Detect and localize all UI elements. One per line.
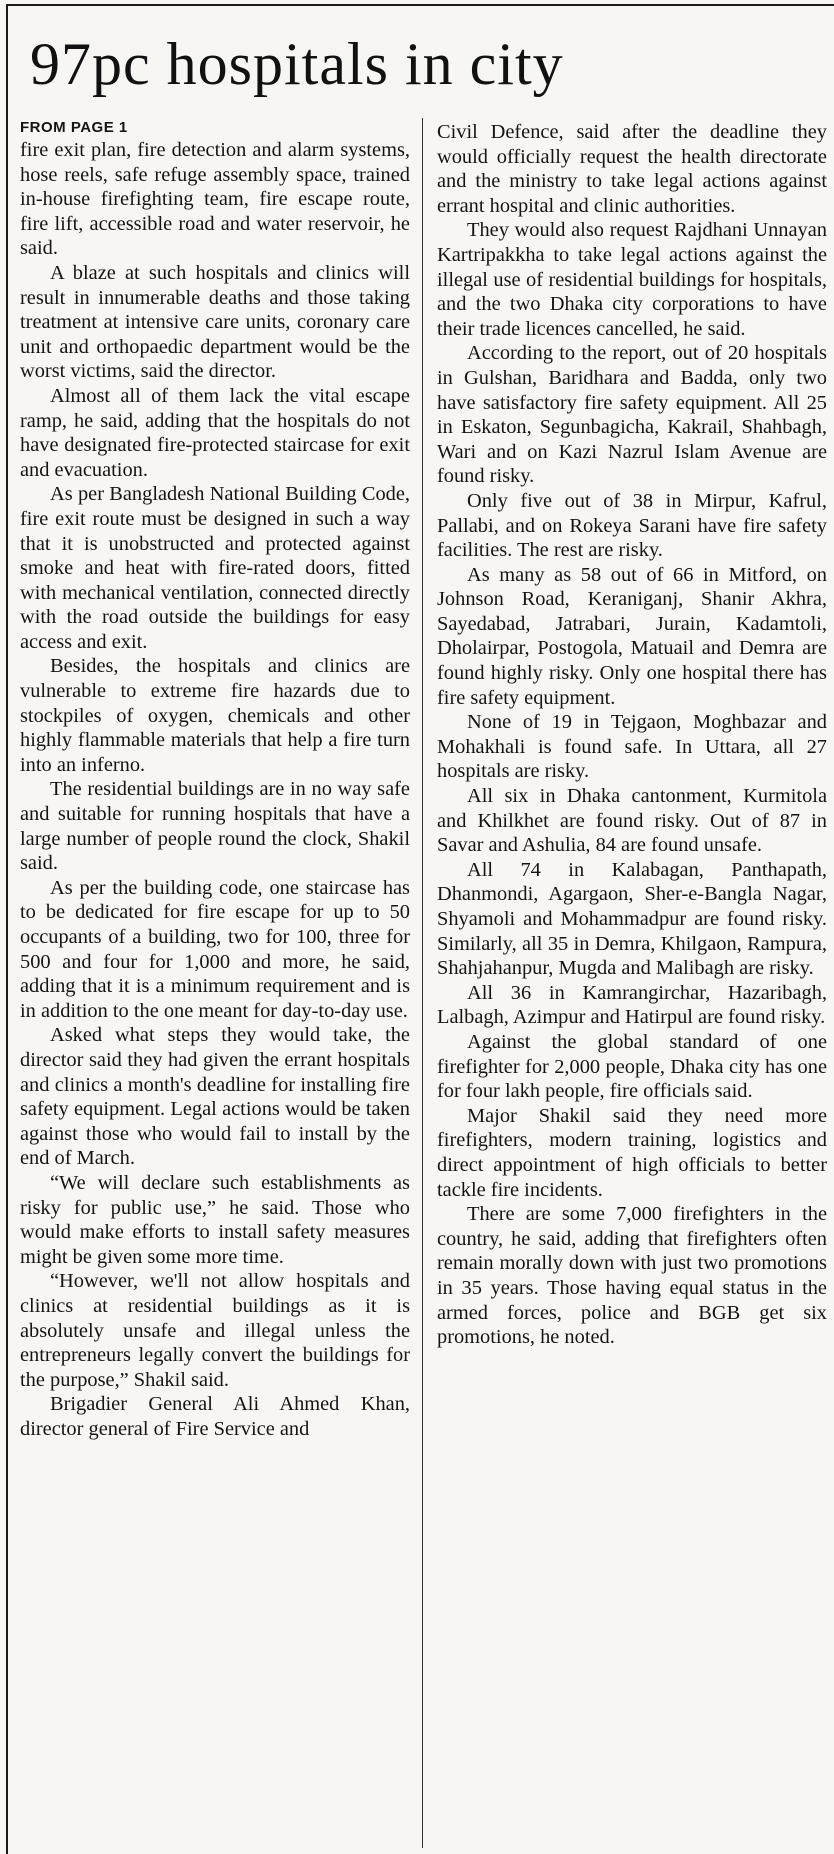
left-rule: [6, 4, 8, 1854]
paragraph: A blaze at such hospitals and clinics will result in innumerable deaths and those taking treatment at intensive care units, coronary care unit and orthopaedic department would be the worst victims, said the director.: [20, 261, 410, 383]
paragraph: None of 19 in Tejgaon, Moghbazar and Mohakhali is found safe. In Uttara, all 27 hospitals are risky.: [437, 711, 827, 783]
paragraph: Almost all of them lack the vital escape ramp, he said, adding that the hospitals do not have designated fire-protected staircase for exit and evacuation.: [20, 384, 410, 481]
article-column-right: [437, 120, 827, 1350]
paragraph: Brigadier General Ali Ahmed Khan, director general of Fire Service and: [20, 1393, 410, 1440]
paragraph: Civil Defence, said after the deadline they would officially request the health directorate and the ministry to take legal actions against errant hospital and clinic authorities.: [437, 121, 827, 217]
paragraph: All six in Dhaka cantonment, Kurmitola and Khilkhet are found risky. Out of 87 in Savar and Ashulia, 84 are found unsafe.: [437, 785, 827, 857]
continuation-kicker: FROM PAGE 1: [20, 119, 128, 136]
paragraph: “We will declare such establishments as risky for public use,” he said. Those who would make efforts to install safety measures might be given some more time.: [20, 1171, 410, 1268]
paragraph: Only five out of 38 in Mirpur, Kafrul, Pallabi, and on Rokeya Sarani have fire safety facilities. The rest are risky.: [437, 489, 827, 562]
paragraph: Asked what steps they would take, the director said they had given the errant hospitals and clinics a month's deadline for installing fire safety equipment. Legal actions would be taken against those who would fail to install by the end of March.: [20, 1024, 410, 1170]
paragraph: There are some 7,000 firefighters in the country, he said, adding that firefighters often remain morally down with just two promotions in 35 years. Those having equal status in the armed forces, police and BGB get six promotions, he noted.: [437, 1203, 827, 1349]
paragraph: Besides, the hospitals and clinics are vulnerable to extreme fire hazards due to stockpiles of oxygen, chemicals and other highly flammable materials that help a fire turn into an inferno.: [20, 655, 410, 776]
paragraph: “However, we'll not allow hospitals and clinics at residential buildings as it is absolutely unsafe and illegal unless the entrepreneurs legally convert the buildings for the purpose,” Shakil said.: [20, 1270, 410, 1391]
paragraph: Against the global standard of one firefighter for 2,000 people, Dhaka city has one for four lakh people, fire officials said.: [437, 1030, 827, 1103]
paragraph: fire exit plan, fire detection and alarm systems, hose reels, safe refuge assembly space, trained in-house firefighting team, fire escape route, fire lift, accessible road and water reservoir, he said.: [20, 139, 410, 260]
top-rule: [6, 4, 834, 6]
paragraph: The residential buildings are in no way safe and suitable for running hospitals that have a large number of people round the clock, Shakil said.: [20, 778, 410, 875]
paragraph: Major Shakil said they need more firefighters, modern training, logistics and direct appointment of high officials to better tackle fire incidents.: [437, 1104, 827, 1201]
paragraph: According to the report, out of 20 hospitals in Gulshan, Baridhara and Badda, only two have satisfactory fire safety equipment. All 25 in Eskaton, Segunbagicha, Kakrail, Shahbagh, Wari and on Kazi Nazrul Islam Avenue are found risky.: [437, 342, 827, 488]
paragraph: As per Bangladesh National Building Code, fire exit route must be designed in such a way that it is unobstructed and protected against smoke and heat with fire-rated doors, fitted with mechanical ventilation, connected directly with the road outside the buildings for easy access and exit.: [20, 483, 410, 653]
paragraph: As per the building code, one staircase has to be dedicated for fire escape for up to 50 occupants of a building, two for 100, three for 500 and four for 1,000 and more, he said, adding that it is a minimum requirement and is in addition to the one meant for day-to-day use.: [20, 876, 410, 1022]
paragraph: They would also request Rajdhani Unnayan Kartripakkha to take legal actions against the illegal use of residential buildings for hospitals, and the two Dhaka city corporations to have their trade licences cancelled, he said.: [437, 219, 827, 340]
paragraph: All 36 in Kamrangirchar, Hazaribagh, Lalbagh, Azimpur and Hatirpul are found risky.: [437, 981, 827, 1029]
article-column-left: [20, 118, 410, 1441]
column-divider: [422, 118, 423, 1848]
headline: 97pc hospitals in city: [30, 31, 564, 97]
paragraph: All 74 in Kalabagan, Panthapath, Dhanmondi, Agargaon, Sher-e-Bangla Nagar, Shyamoli and Mohammadpur are found risky. Similarly, all 35 in Demra, Khilgaon, Rampura, Shahjahanpur, Mugda and Malibagh are risky.: [437, 858, 827, 980]
paragraph: As many as 58 out of 66 in Mitford, on Johnson Road, Keraniganj, Shanir Akhra, Sayedabad, Jatrabari, Jurain, Kadamtoli, Dholairpar, Postogola, Matuail and Demra are found highly risky. Only one hospital there has fire safety equipment.: [437, 563, 827, 709]
